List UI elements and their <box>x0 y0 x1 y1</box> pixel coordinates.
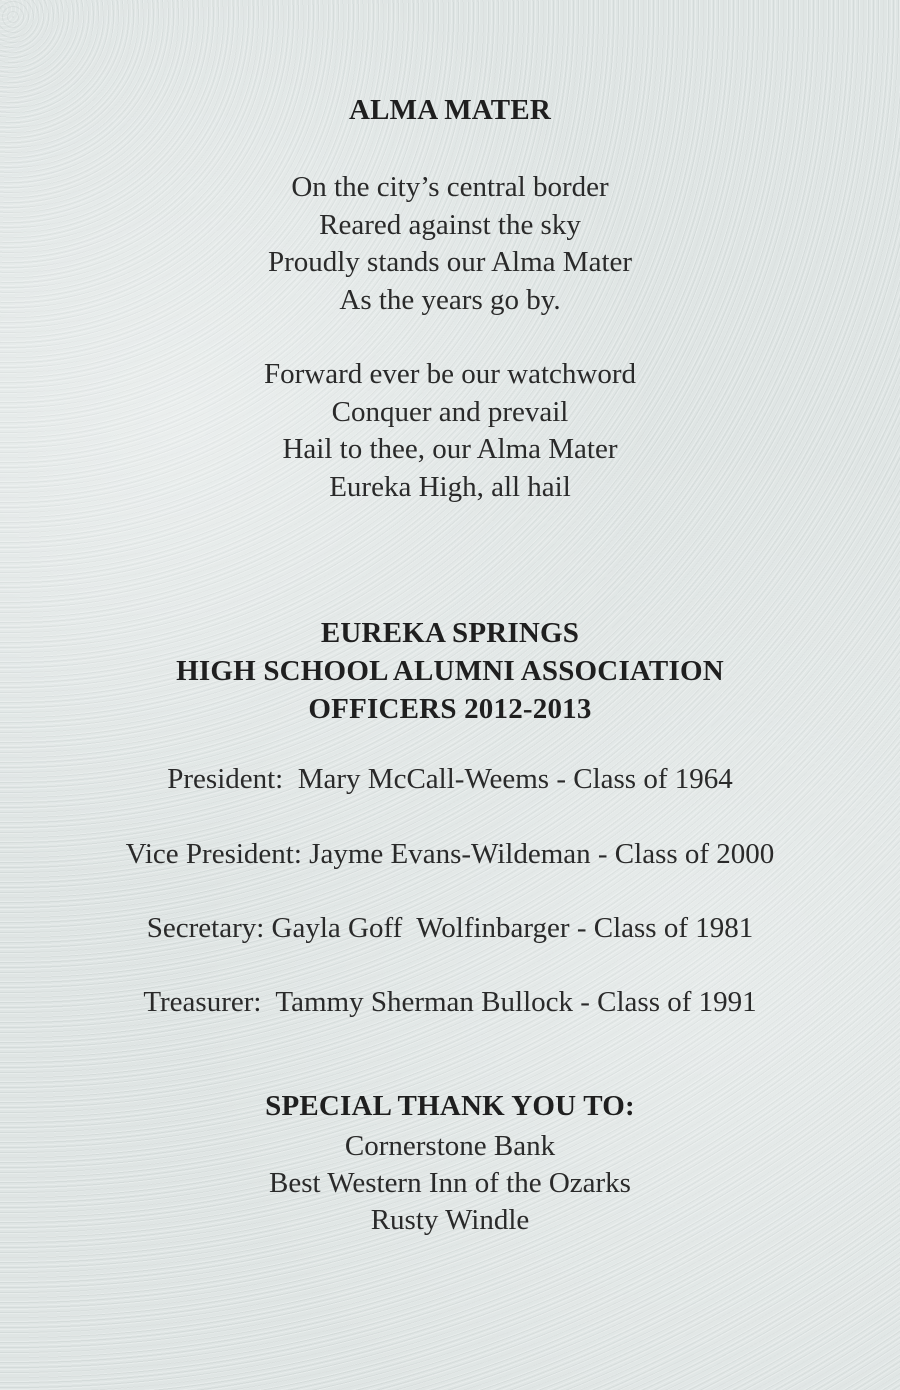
officers-heading-line: HIGH SCHOOL ALUMNI ASSOCIATION <box>176 655 724 687</box>
thanks-list <box>0 1128 900 1239</box>
officers-heading <box>0 614 900 728</box>
thanks-name: Cornerstone Bank <box>344 1130 556 1162</box>
officer-president: President: Mary McCall-Weems - Class of 1964 <box>167 763 733 795</box>
verse-line: Eureka High, all hail <box>329 470 571 503</box>
verse-line: On the city’s central border <box>291 171 609 203</box>
officers-heading-line: OFFICERS 2012-2013 <box>308 693 592 725</box>
officer-treasurer: Treasurer: Tammy Sherman Bullock - Class of 1991 <box>143 986 757 1018</box>
alma-mater-title: ALMA MATER <box>348 94 552 126</box>
verse-line: Conquer and prevail <box>331 395 569 428</box>
officer-secretary: Secretary: Gayla Goff Wolfinbarger - Class of 1981 <box>146 912 754 944</box>
verse-line: As the years go by. <box>339 283 561 316</box>
verse-line: Reared against the sky <box>319 208 581 241</box>
officers-heading-line: EUREKA SPRINGS <box>320 617 580 649</box>
thanks-name: Rusty Windle <box>370 1204 530 1236</box>
officer-vice-president: Vice President: Jayme Evans-Wildeman - Class of 2000 <box>125 838 775 870</box>
verse-line: Forward ever be our watchword <box>263 358 637 390</box>
verse-line: Proudly stands our Alma Mater <box>267 246 633 278</box>
alma-mater-stanza-1 <box>0 169 900 319</box>
alma-mater-stanza-2 <box>0 356 900 506</box>
verse-line: Hail to thee, our Alma Mater <box>282 433 618 465</box>
thanks-name: Best Western Inn of the Ozarks <box>269 1167 631 1199</box>
thanks-heading: SPECIAL THANK YOU TO: <box>265 1090 635 1122</box>
